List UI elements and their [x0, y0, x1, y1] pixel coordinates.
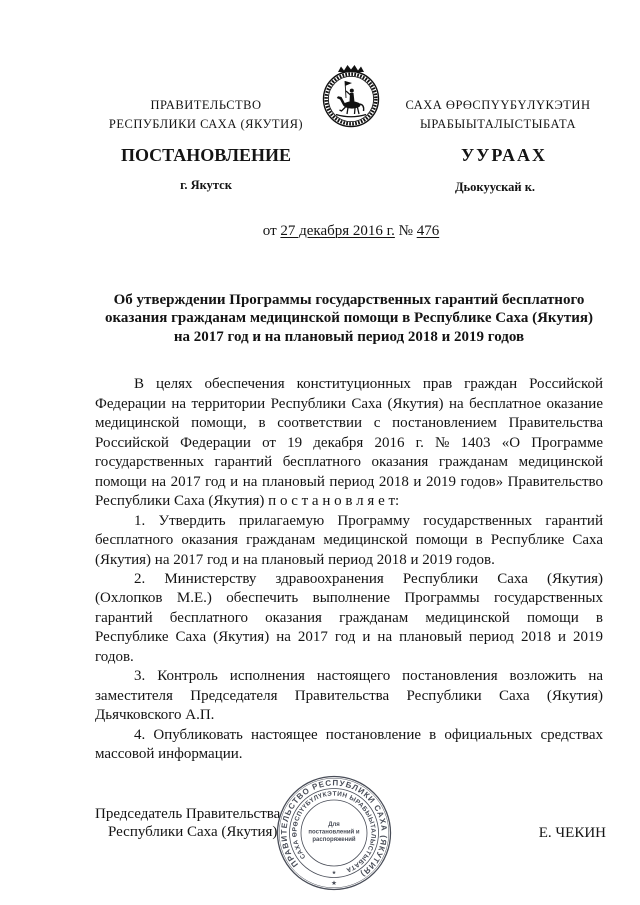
title-line: оказания гражданам медицинской помощи в Республике Саха (Якутия): [105, 310, 593, 327]
body-line: 4. Опубликовать настоящее постановление в официальных средствах: [134, 726, 603, 743]
stamp-star-icon: [332, 880, 337, 885]
body-line: заместителя Председателя Правительства Республики Саха (Якутия): [95, 687, 603, 704]
body-line: 2. Министерству здравоохранения Республики Саха (Якутия): [134, 570, 603, 587]
stamp-star-icon: [332, 870, 336, 874]
signatory-position-line2: Республики Саха (Якутия): [108, 823, 278, 840]
body-line: Республике Саха (Якутия) на 2017 год и на плановый период 2018 и 2019: [95, 629, 603, 646]
issuer-name-sakha-line1: САХА ӨРӨСПҮҮБҮЛҮКЭТИН: [405, 97, 591, 112]
body-line: медицинской помощи, в соответствии с постановлением Правительства: [95, 415, 603, 432]
stamp-center-line: распоряжений: [312, 837, 356, 843]
official-stamp: [274, 773, 394, 893]
body-line: помощи на 2017 год и на плановый период 2018 и 2019 годов» Правительство: [95, 473, 603, 490]
document-type-ru: ПОСТАНОВЛЕНИЕ: [120, 145, 292, 165]
body-line: бесплатного оказания гражданам медицинской помощи в Республике Саха: [95, 532, 603, 549]
issuer-name-ru: [86, 96, 326, 134]
body-line: Республики Саха (Якутия) п о с т а н о в л я е т:: [95, 493, 400, 510]
issuer-name-ru-line2: РЕСПУБЛИКИ САХА (ЯКУТИЯ): [108, 116, 304, 131]
body-line: 1. Утвердить прилагаемую Программу государственных гарантий: [134, 512, 603, 529]
city-ru: г. Якутск: [180, 178, 232, 192]
body-line: государственных гарантий бесплатного оказания гражданам медицинской: [95, 454, 603, 471]
body-line: гарантий бесплатного оказания гражданам медицинской помощи в: [95, 609, 603, 626]
stamp-center-line: Для: [328, 822, 340, 828]
body-line: массовой информации.: [95, 746, 243, 763]
body-line: (Якутия) на 2017 год и на плановый период 2018 и 2019 годов.: [95, 551, 495, 568]
signatory-name: Е. ЧЕКИН: [538, 824, 606, 841]
body-line: Российской Федерации от 19 декабря 2016 г. № 1403 «О Программе: [95, 434, 603, 451]
document-date-line: [97, 222, 605, 241]
preamble-paragraph: [95, 375, 603, 511]
title-line: на 2017 год и на плановый период 2018 и 2019 годов: [173, 328, 525, 345]
signatory-position-line1: Председатель Правительства: [95, 805, 281, 822]
issuer-name-sakha: [378, 96, 618, 134]
document-body: [95, 375, 603, 764]
body-line: 3. Контроль исполнения настоящего постановления возложить на: [134, 668, 603, 685]
body-line: Федерации на территории Республики Саха (Якутия) на бесплатное оказание: [95, 395, 603, 412]
date-prefix: от: [262, 223, 277, 239]
document-number: 476: [416, 223, 440, 239]
clause-4-paragraph: [95, 726, 603, 765]
issuer-name-ru-line1: ПРАВИТЕЛЬСТВО: [150, 97, 262, 112]
body-line: В целях обеспечения конституционных прав граждан Российской: [134, 376, 603, 393]
coat-of-arms-icon: [319, 62, 383, 128]
document-date: 27 декабря 2016 г.: [280, 223, 395, 239]
body-line: (Охлопков М.Е.) обеспечить выполнение Программы государственных: [95, 590, 603, 607]
city-sakha: Дьокуускай к.: [454, 180, 536, 194]
stamp-center-line: постановлений и: [308, 829, 360, 836]
clause-3-paragraph: [95, 667, 603, 725]
stamp-inner-text-path: САХА ӨРӨСПҮҮБҮЛҮКЭТИН ЫРАБЫЫТАЛЫСТЫБАТА: [291, 790, 377, 874]
document-title: [95, 291, 603, 347]
number-sign: №: [398, 223, 413, 239]
body-line: Дьячковского А.П.: [95, 707, 215, 724]
clause-1-paragraph: [95, 512, 603, 570]
title-line: Об утверждении Программы государственных гарантий бесплатного: [113, 291, 585, 308]
document-type-sakha: УУРААХ: [460, 145, 548, 165]
clause-2-paragraph: [95, 570, 603, 667]
issuer-name-sakha-line2: ЫРАБЫЫТАЛЫСТЫБАТА: [419, 116, 577, 131]
stamp-outer-text-path: ПРАВИТЕЛЬСТВО РЕСПУБЛИКИ САХА (ЯКУТИЯ): [279, 778, 389, 879]
body-line: годов.: [95, 648, 134, 665]
